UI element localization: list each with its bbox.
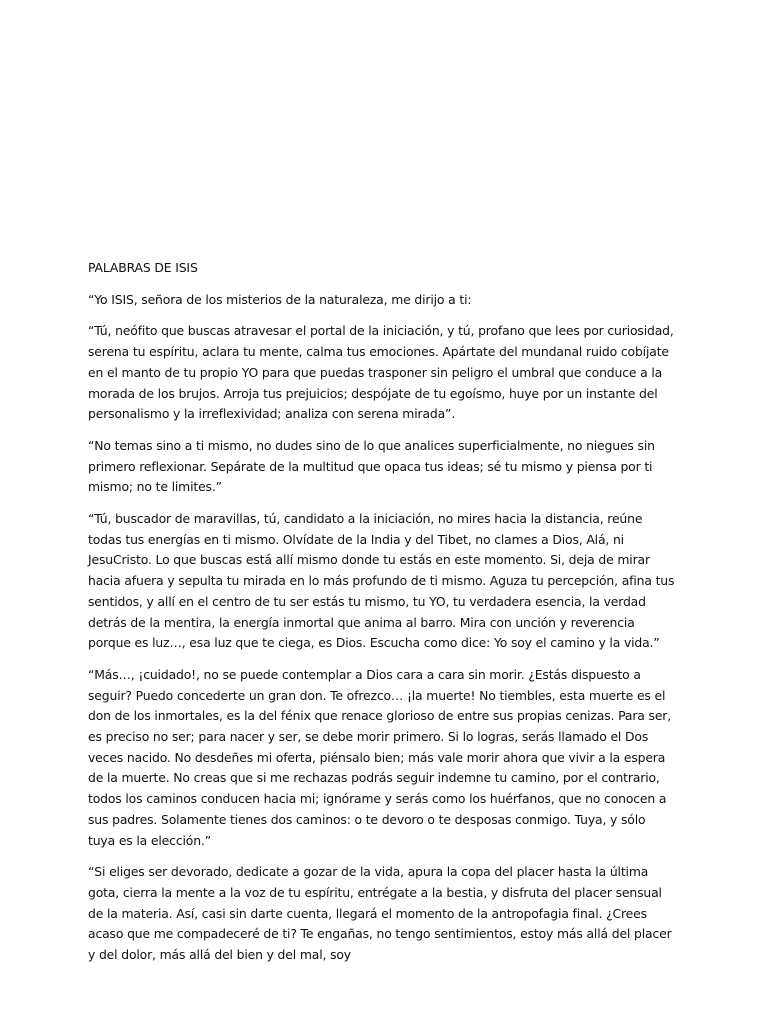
- paragraph-buscador: “Tú, buscador de maravillas, tú, candidato a la iniciación, no mires hacia la distancia, reúne todas tus energías en ti mismo. Olvídate de la India y del Tibet, no clames a Dios, Alá, ni JesuCristo. Lo que buscas está allí mismo donde tu estás en este momento. Si, deja de mirar hacia afuera y sepulta tu mirada en lo más profundo de ti mismo. Aguza tu percepción, afina tus sentidos, y allí en el centro de tu ser estás tu mismo, tu YO, tu verdadera esencia, la verdad detrás de la mentira, la energía inmortal que anima al barro. Mira con unción y reverencia porque es luz…, esa luz que te ciega, es Dios. Escucha como dice: Yo soy el camino y la vida.”: [88, 511, 675, 651]
- document-heading: PALABRAS DE ISIS: [88, 260, 198, 275]
- paragraph-greeting: “Yo ISIS, señora de los misterios de la naturaleza, me dirijo a ti:: [88, 291, 472, 307]
- document-body: [88, 258, 676, 977]
- paragraph-no-temas: “No temas sino a ti mismo, no dudes sino de lo que analices superficialmente, no niegues sin primero reflexionar. Sepárate de la multitud que opaca tus ideas; sé tu mismo y piensa por ti mismo; no te limites.”: [88, 437, 655, 495]
- paragraph-cuidado: “Más…, ¡cuidado!, no se puede contemplar a Dios cara a cara sin morir. ¿Estás dispuesto a seguir? Puedo concederte un gran don. Te ofrezco… ¡la muerte! No tiembles, esta muerte es el don de los inmortales, es la del fénix que renace glorioso de entre sus propias cenizas. Para ser, es preciso no ser; para nacer y ser, se debe morir primero. Si lo logras, serás llamado el Dos veces nacido. No desdeñes mi oferta, piénsalo bien; más vale morir ahora que vivir a la espera de la muerte. No creas que si me rechazas podrás seguir indemne tu camino, por el contrario, todos los caminos conducen hacia mi; ignórame y serás como los huérfanos, que no conocen a sus padres. Solamente tienes dos caminos: o te devoro o te desposas conmigo. Tuya, y sólo tuya es la elección.”: [88, 666, 672, 848]
- paragraph-devorado: “Si eliges ser devorado, dedicate a gozar de la vida, apura la copa del placer hasta la última gota, cierra la mente a la voz de tu espíritu, entrégate a la bestia, y disfruta del placer sensual de la materia. Así, casi sin darte cuenta, llegará el momento de la antropofagia final. ¿Crees acaso que me compadeceré de ti? Te engañas, no tengo sentimientos, estoy más allá del placer y del dolor, más allá del bien y del mal, soy: [88, 864, 672, 963]
- paragraph-neofito: “Tú, neófito que buscas atravesar el portal de la iniciación, y tú, profano que lees por curiosidad, serena tu espíritu, aclara tu mente, calma tus emociones. Apártate del mundanal ruido cobíjate en el manto de tu propio YO para que puedas trasponer sin peligro el umbral que conduce a la morada de los brujos. Arroja tus prejuicios; despójate de tu egoísmo, huye por un instante del personalismo y la irreflexividad; analiza con serena mirada”.: [88, 323, 674, 422]
